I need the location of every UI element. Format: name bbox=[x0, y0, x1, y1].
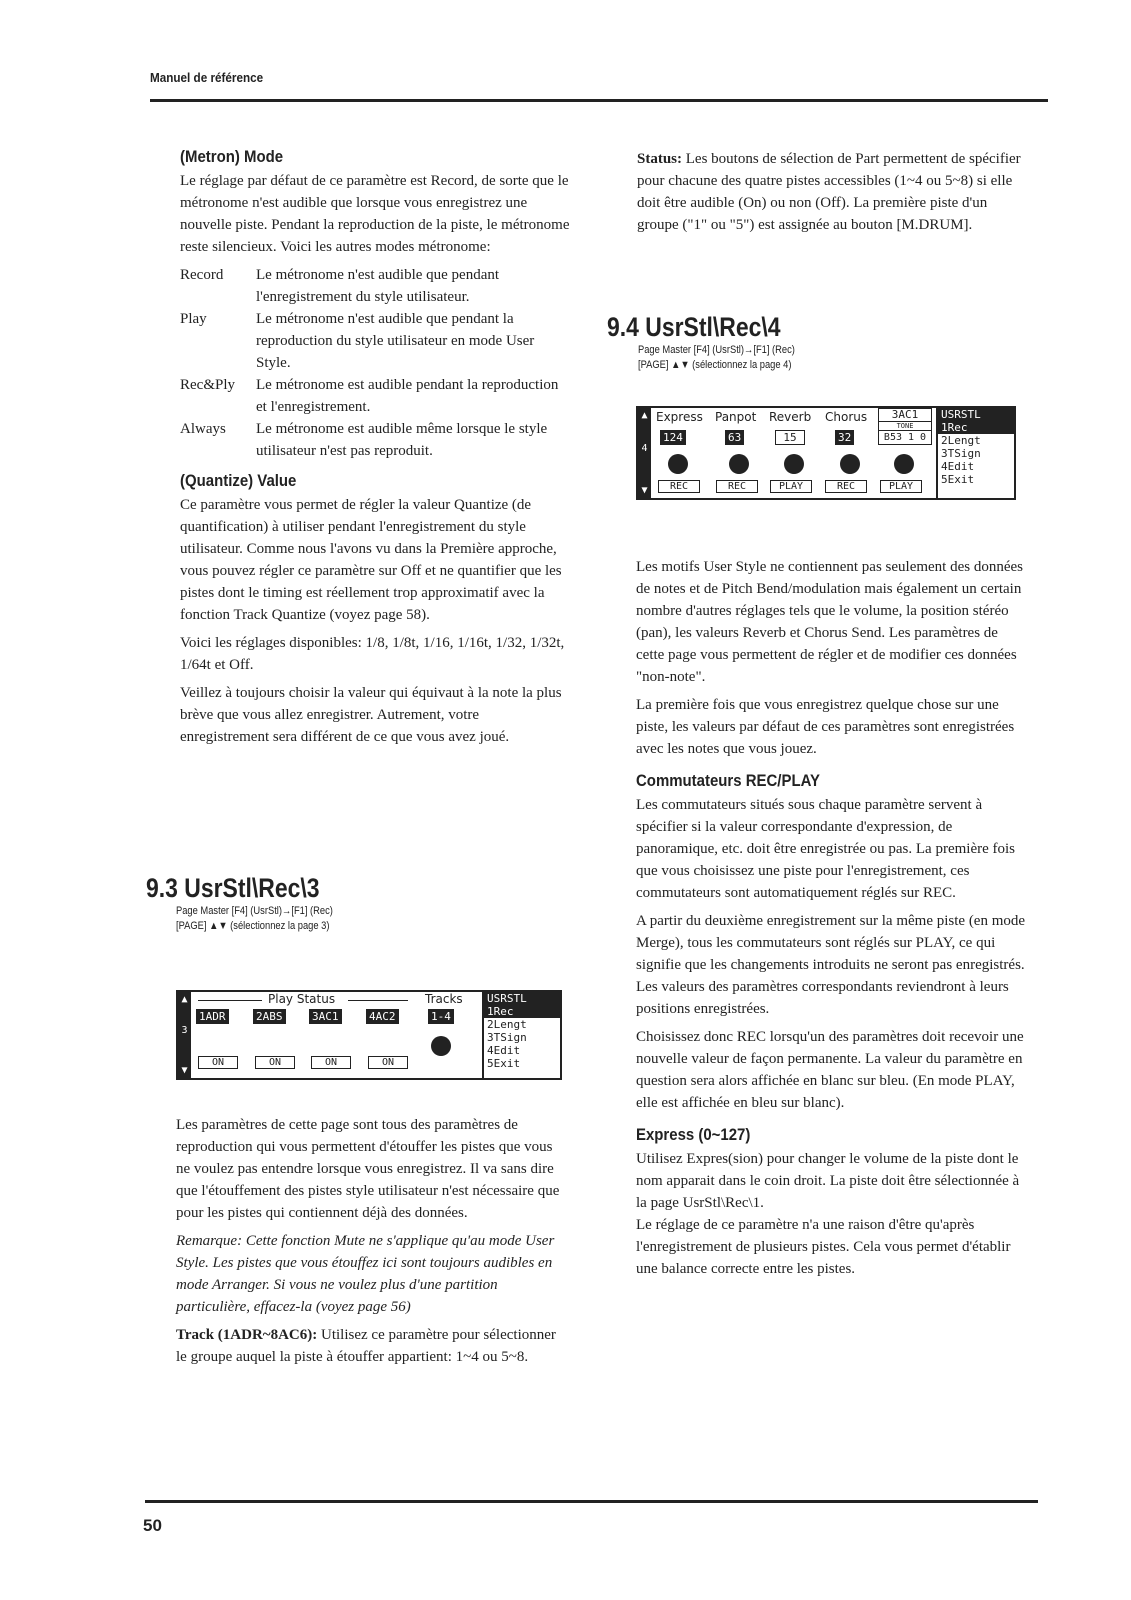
page-indicator: 3 bbox=[181, 1025, 188, 1036]
menu-item: 1Rec bbox=[938, 421, 1014, 434]
rec-play-switch: REC bbox=[716, 480, 758, 493]
rec-play-switch: PLAY bbox=[880, 480, 922, 493]
express-p1: Utilisez Expres(sion) pour changer le volume de la piste dont le nom apparait dans le coin droit. La piste doit être sélectionnée à la page UsrStl\Rec\1. bbox=[636, 1151, 1020, 1211]
rec-play-switch: REC bbox=[825, 480, 867, 493]
sec94-p1: Les motifs User Style ne contiennent pas seulement des données de notes et de Pitch Bend/modulation mais également un certain nombre d'autres réglages tels que le volume, la position stéréo (pan), les valeurs Reverb et Chorus Send. Les paramètres de cette page vous permettent de régler et de modifier ces données "non-note". bbox=[636, 559, 1023, 685]
commutateurs-heading: Commutateurs REC/PLAY bbox=[636, 771, 821, 790]
play-status-label: Play Status bbox=[268, 992, 336, 1006]
menu-title: USRSTL bbox=[484, 992, 560, 1005]
note: Remarque: Cette fonction Mute ne s'applique qu'au mode User Style. Les pistes que vous étouffez ici sont toujours audibles en mode Arranger. Si vous ne voulez plus d'une partition particulière, effacez-la (voyez page 56) bbox=[176, 1233, 555, 1315]
quantize-p1: Ce paramètre vous permet de régler la valeur Quantize (de quantification) à utiliser pendant l'enregistrement du style utilisateur. Comme nous l'avons vu dans la Première approche, vous pouvez régler ce paramètre sur Off et ne quantifier que les pistes dont le timing est réellement trop approximatif avec la fonction Track Quantize (voyez page 58). bbox=[180, 497, 562, 623]
section-9-3-header bbox=[146, 873, 361, 934]
express-p2: Le réglage de ce paramètre n'a une raison d'être qu'après l'enregistrement de plusieurs pistes. Cela vous permet d'établir une balance correcte entre les pistes. bbox=[636, 1217, 1011, 1277]
on-switch: ON bbox=[368, 1056, 408, 1069]
left-column-bottom bbox=[176, 1114, 568, 1374]
mode-item: Rec&Ply Le métronome est audible pendant la reproduction et l'enregistrement. bbox=[180, 377, 559, 415]
tracks-label: Tracks bbox=[425, 992, 463, 1006]
up-arrow-icon: ▲ bbox=[641, 410, 648, 421]
section-9-4-header bbox=[607, 312, 823, 373]
nav-line: [PAGE] ▲▼ (sélectionnez la page 4) bbox=[638, 359, 792, 371]
divider bbox=[198, 1000, 262, 1001]
quantize-p2: Voici les réglages disponibles: 1/8, 1/8t, 1/16, 1/16t, 1/32, 1/32t, 1/64t et Off. bbox=[180, 635, 565, 673]
reverb-value: 15 bbox=[775, 430, 805, 445]
mode-item: Record Le métronome n'est audible que pendant l'enregistrement du style utilisateur. bbox=[180, 267, 500, 305]
knob-icon bbox=[431, 1036, 451, 1056]
tone-label: TONE bbox=[879, 421, 931, 430]
rec-play-switch: REC bbox=[658, 480, 700, 493]
panpot-value: 63 bbox=[725, 430, 744, 445]
track-param bbox=[176, 1324, 568, 1368]
track-chip: 2ABS bbox=[253, 1009, 286, 1024]
rec-play-switch: PLAY bbox=[770, 480, 812, 493]
express-label: Express bbox=[656, 410, 703, 424]
quantize-p3: Veillez à toujours choisir la valeur qui équivaut à la note la plus brève que vous allez enregistrer. Autrement, votre enregistrement sera différent de ce que vous avez joué. bbox=[180, 685, 562, 745]
track-group-value: 1-4 bbox=[428, 1009, 454, 1024]
menu-title: USRSTL bbox=[938, 408, 1014, 421]
left-column-top bbox=[180, 146, 570, 754]
quantize-heading: (Quantize) Value bbox=[180, 471, 297, 490]
status-label: Status: bbox=[637, 151, 683, 167]
up-arrow-icon: ▲ bbox=[181, 994, 188, 1005]
lcd-scrollbar bbox=[638, 408, 651, 498]
menu-item: 2Lengt bbox=[941, 434, 981, 447]
menu-item: 5Exit bbox=[941, 473, 975, 486]
on-switch: ON bbox=[311, 1056, 351, 1069]
chorus-label: Chorus bbox=[825, 410, 868, 424]
divider bbox=[348, 1000, 408, 1001]
status-text-block bbox=[637, 148, 1029, 236]
page-indicator: 4 bbox=[641, 443, 648, 454]
status-paragraph bbox=[637, 148, 1029, 242]
mode-item: Always Le métronome est audible même lorsque le style utilisateur n'est pas reproduit. bbox=[180, 421, 548, 459]
reverb-knob-icon bbox=[784, 454, 804, 474]
commut-p3: Choisissez donc REC lorsqu'un des paramètres doit recevoir une nouvelle valeur de façon permanente. La valeur du paramètre en question sera alors affichée en blanc sur bleu. (En mode PLAY, elle est affichée en bleu sur blanc). bbox=[636, 1029, 1024, 1111]
track-label: Track (1ADR~8AC6): bbox=[176, 1327, 318, 1343]
track-chip: 3AC1 bbox=[309, 1009, 342, 1024]
panpot-label: Panpot bbox=[715, 410, 757, 424]
header-rule bbox=[150, 99, 1048, 102]
nav-line: Page Master [F4] (UsrStl)→[F1] (Rec) bbox=[638, 344, 795, 356]
track-text: Utilisez ce paramètre pour sélectionner le groupe auquel la piste à étouffer appartient: 1~4 ou 5~8. bbox=[176, 1327, 556, 1365]
menu-item: 5Exit bbox=[487, 1057, 521, 1070]
sec94-p2: La première fois que vous enregistrez quelque chose sur une piste, les valeurs par défaut de ces paramètres sont enregistrées avec les notes que vous jouez. bbox=[636, 697, 1015, 757]
lcd-screen-page4 bbox=[636, 406, 1016, 500]
metron-mode-heading: (Metron) Mode bbox=[180, 147, 284, 166]
tone-knob-icon bbox=[894, 454, 914, 474]
part-name bbox=[878, 408, 932, 431]
menu-item: 3TSign bbox=[941, 447, 981, 460]
commut-p2: A partir du deuxième enregistrement sur la même piste (en mode Merge), tous les commutateurs sont réglés sur PLAY, ce qui signifie que les changements introduits ne seront pas enregistrés. Les valeurs des paramètres correspondants reviendront à leurs positions enregistrées. bbox=[636, 913, 1026, 1017]
on-switch: ON bbox=[198, 1056, 238, 1069]
menu-item: 4Edit bbox=[941, 460, 975, 473]
down-arrow-icon: ▼ bbox=[641, 485, 648, 496]
lcd-scrollbar bbox=[178, 992, 191, 1078]
metron-intro: Le réglage par défaut de ce paramètre est Record, de sorte que le métronome n'est audible que lorsque vous enregistrez une nouvelle piste. Pendant la reproduction de la piste, le métronome reste silencieux. Voici les autres modes métronome: bbox=[180, 173, 570, 255]
sec93-p1: Les paramètres de cette page sont tous des paramètres de reproduction qui vous permettent d'étouffer les pistes que vous ne voulez pas entendre lorsque vous enregistrez. Il va sans dire que l'étouffement des pistes style utilisateur n'est nécessaire que pour les pistes qui contiennent déjà des données. bbox=[176, 1117, 560, 1221]
part-value: 3AC1 bbox=[891, 408, 919, 421]
reverb-label: Reverb bbox=[769, 410, 812, 424]
commut-p1: Les commutateurs situés sous chaque paramètre servent à spécifier si la valeur correspondante d'expression, de panoramique, etc. doit être enregistrée ou pas. La première fois que vous choisissez une piste pour l'enregistrement, ces commutateurs sont automatiquement réglés sur REC. bbox=[636, 797, 1016, 901]
menu-item: 1Rec bbox=[484, 1005, 560, 1018]
on-switch: ON bbox=[255, 1056, 295, 1069]
lcd-side-menu bbox=[936, 408, 1014, 498]
chorus-knob-icon bbox=[840, 454, 860, 474]
section-9-3-title: 9.3 UsrStl\Rec\3 bbox=[146, 873, 320, 903]
menu-item: 3TSign bbox=[487, 1031, 527, 1044]
tone-value: B53 1 0 bbox=[878, 430, 932, 445]
nav-line: [PAGE] ▲▼ (sélectionnez la page 3) bbox=[176, 920, 330, 932]
express-knob-icon bbox=[668, 454, 688, 474]
panpot-knob-icon bbox=[729, 454, 749, 474]
footer-rule bbox=[145, 1500, 1038, 1503]
mode-item: Play Le métronome n'est audible que pendant la reproduction du style utilisateur en mode User Style. bbox=[180, 311, 535, 371]
status-text: Les boutons de sélection de Part permettent de spécifier pour chacune des quatre pistes accessibles (1~4 ou 5~8) si elle doit être audible (On) ou non (Off). La première piste d'un groupe ("1" ou "5") est assignée au bouton [M.DRUM]. bbox=[637, 151, 1021, 233]
menu-item: 4Edit bbox=[487, 1044, 521, 1057]
chorus-value: 32 bbox=[835, 430, 854, 445]
running-header: Manuel de référence bbox=[150, 70, 264, 85]
lcd-screen-page3 bbox=[176, 990, 562, 1080]
down-arrow-icon: ▼ bbox=[181, 1065, 188, 1076]
track-chip: 1ADR bbox=[196, 1009, 229, 1024]
nav-line: Page Master [F4] (UsrStl)→[F1] (Rec) bbox=[176, 905, 333, 917]
track-chip: 4AC2 bbox=[366, 1009, 399, 1024]
section-9-4-title: 9.4 UsrStl\Rec\4 bbox=[607, 312, 781, 342]
express-value: 124 bbox=[660, 430, 686, 445]
lcd-side-menu bbox=[482, 992, 560, 1078]
right-column-bottom bbox=[636, 556, 1028, 1286]
express-heading: Express (0~127) bbox=[636, 1125, 751, 1144]
menu-item: 2Lengt bbox=[487, 1018, 527, 1031]
page-number: 50 bbox=[143, 1516, 162, 1535]
